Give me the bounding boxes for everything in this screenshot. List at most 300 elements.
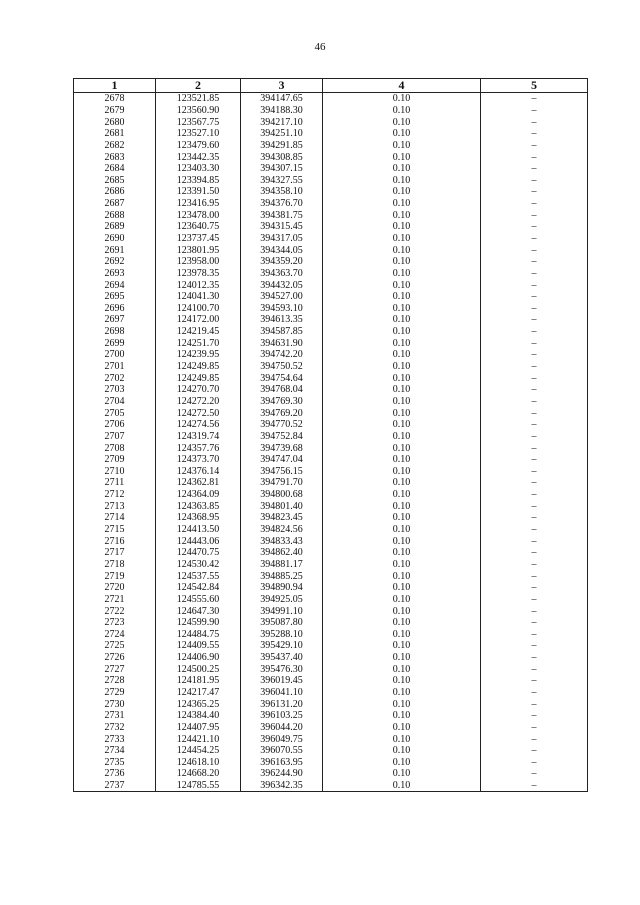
y-coordinate-cell: 394344.05 (241, 244, 323, 256)
y-coordinate-cell: 394587.85 (241, 326, 323, 338)
note-dash-cell: – (481, 221, 588, 233)
x-coordinate-cell: 124618.10 (156, 757, 241, 769)
x-coordinate-cell: 124470.75 (156, 547, 241, 559)
point-number-cell: 2694 (74, 279, 156, 291)
note-dash-cell: – (481, 244, 588, 256)
y-coordinate-cell: 395288.10 (241, 628, 323, 640)
point-number-cell: 2708 (74, 442, 156, 454)
table-row (74, 116, 588, 128)
table-row (74, 349, 588, 361)
note-dash-cell: – (481, 722, 588, 734)
x-coordinate-cell: 124384.40 (156, 710, 241, 722)
point-number-cell: 2717 (74, 547, 156, 559)
y-coordinate-cell: 394147.65 (241, 93, 323, 105)
point-number-cell: 2714 (74, 512, 156, 524)
point-number-cell: 2722 (74, 605, 156, 617)
y-coordinate-cell: 394613.35 (241, 314, 323, 326)
table-row (74, 326, 588, 338)
note-dash-cell: – (481, 361, 588, 373)
x-coordinate-cell: 124272.20 (156, 396, 241, 408)
table-row (74, 268, 588, 280)
y-coordinate-cell: 394752.84 (241, 431, 323, 443)
x-coordinate-cell: 123801.95 (156, 244, 241, 256)
point-number-cell: 2733 (74, 733, 156, 745)
point-number-cell: 2687 (74, 198, 156, 210)
accuracy-value-cell: 0.10 (323, 780, 481, 792)
point-number-cell: 2729 (74, 687, 156, 699)
accuracy-value-cell: 0.10 (323, 116, 481, 128)
point-number-cell: 2715 (74, 524, 156, 536)
table-row (74, 500, 588, 512)
table-row (74, 361, 588, 373)
note-dash-cell: – (481, 326, 588, 338)
table-row (74, 570, 588, 582)
x-coordinate-cell: 124406.90 (156, 652, 241, 664)
x-coordinate-cell: 124274.56 (156, 419, 241, 431)
x-coordinate-cell: 124542.84 (156, 582, 241, 594)
accuracy-value-cell: 0.10 (323, 512, 481, 524)
y-coordinate-cell: 394739.68 (241, 442, 323, 454)
y-coordinate-cell: 394881.17 (241, 559, 323, 571)
x-coordinate-cell: 124363.85 (156, 500, 241, 512)
point-number-cell: 2680 (74, 116, 156, 128)
table-row (74, 174, 588, 186)
note-dash-cell: – (481, 582, 588, 594)
accuracy-value-cell: 0.10 (323, 663, 481, 675)
accuracy-value-cell: 0.10 (323, 268, 481, 280)
point-number-cell: 2726 (74, 652, 156, 664)
table-row (74, 559, 588, 571)
table-row (74, 617, 588, 629)
point-number-cell: 2703 (74, 384, 156, 396)
header-col-5: 5 (481, 79, 588, 93)
y-coordinate-cell: 394768.04 (241, 384, 323, 396)
header-row (74, 79, 588, 93)
y-coordinate-cell: 394376.70 (241, 198, 323, 210)
note-dash-cell: – (481, 372, 588, 384)
y-coordinate-cell: 394770.52 (241, 419, 323, 431)
accuracy-value-cell: 0.10 (323, 105, 481, 117)
accuracy-value-cell: 0.10 (323, 314, 481, 326)
page-number: 46 (314, 41, 326, 53)
point-number-cell: 2688 (74, 209, 156, 221)
note-dash-cell: – (481, 209, 588, 221)
table-row (74, 151, 588, 163)
table-row (74, 535, 588, 547)
accuracy-value-cell: 0.10 (323, 605, 481, 617)
point-number-cell: 2705 (74, 407, 156, 419)
accuracy-value-cell: 0.10 (323, 151, 481, 163)
x-coordinate-cell: 123478.00 (156, 209, 241, 221)
y-coordinate-cell: 394327.55 (241, 174, 323, 186)
table-row (74, 466, 588, 478)
y-coordinate-cell: 396044.20 (241, 722, 323, 734)
point-number-cell: 2699 (74, 337, 156, 349)
note-dash-cell: – (481, 698, 588, 710)
note-dash-cell: – (481, 559, 588, 571)
y-coordinate-cell: 394291.85 (241, 140, 323, 152)
note-dash-cell: – (481, 314, 588, 326)
accuracy-value-cell: 0.10 (323, 500, 481, 512)
table-row (74, 442, 588, 454)
note-dash-cell: – (481, 186, 588, 198)
table-row (74, 733, 588, 745)
y-coordinate-cell: 394359.20 (241, 256, 323, 268)
accuracy-value-cell: 0.10 (323, 442, 481, 454)
note-dash-cell: – (481, 570, 588, 582)
x-coordinate-cell: 124647.30 (156, 605, 241, 617)
point-number-cell: 2734 (74, 745, 156, 757)
x-coordinate-cell: 124421.10 (156, 733, 241, 745)
y-coordinate-cell: 394991.10 (241, 605, 323, 617)
y-coordinate-cell: 394747.04 (241, 454, 323, 466)
accuracy-value-cell: 0.10 (323, 535, 481, 547)
table-row (74, 128, 588, 140)
note-dash-cell: – (481, 233, 588, 245)
point-number-cell: 2701 (74, 361, 156, 373)
header-col-2: 2 (156, 79, 241, 93)
y-coordinate-cell: 395476.30 (241, 663, 323, 675)
x-coordinate-cell: 124012.35 (156, 279, 241, 291)
accuracy-value-cell: 0.10 (323, 186, 481, 198)
note-dash-cell: – (481, 512, 588, 524)
note-dash-cell: – (481, 396, 588, 408)
accuracy-value-cell: 0.10 (323, 163, 481, 175)
table-row (74, 186, 588, 198)
point-number-cell: 2691 (74, 244, 156, 256)
point-number-cell: 2723 (74, 617, 156, 629)
table-row (74, 547, 588, 559)
x-coordinate-cell: 124172.00 (156, 314, 241, 326)
table-row (74, 221, 588, 233)
y-coordinate-cell: 394890.94 (241, 582, 323, 594)
header-col-4: 4 (323, 79, 481, 93)
note-dash-cell: – (481, 198, 588, 210)
note-dash-cell: – (481, 687, 588, 699)
note-dash-cell: – (481, 466, 588, 478)
point-number-cell: 2686 (74, 186, 156, 198)
table-row (74, 105, 588, 117)
y-coordinate-cell: 394754.64 (241, 372, 323, 384)
note-dash-cell: – (481, 640, 588, 652)
accuracy-value-cell: 0.10 (323, 489, 481, 501)
x-coordinate-cell: 124249.85 (156, 361, 241, 373)
table-row (74, 640, 588, 652)
table-row (74, 291, 588, 303)
table-row (74, 279, 588, 291)
table-row (74, 303, 588, 315)
table-row (74, 209, 588, 221)
accuracy-value-cell: 0.10 (323, 768, 481, 780)
point-number-cell: 2681 (74, 128, 156, 140)
accuracy-value-cell: 0.10 (323, 349, 481, 361)
note-dash-cell: – (481, 442, 588, 454)
accuracy-value-cell: 0.10 (323, 93, 481, 105)
note-dash-cell: – (481, 349, 588, 361)
x-coordinate-cell: 124368.95 (156, 512, 241, 524)
point-number-cell: 2728 (74, 675, 156, 687)
header-col-3: 3 (241, 79, 323, 93)
note-dash-cell: – (481, 163, 588, 175)
table-row (74, 256, 588, 268)
accuracy-value-cell: 0.10 (323, 279, 481, 291)
x-coordinate-cell: 123394.85 (156, 174, 241, 186)
note-dash-cell: – (481, 454, 588, 466)
x-coordinate-cell: 124362.81 (156, 477, 241, 489)
accuracy-value-cell: 0.10 (323, 687, 481, 699)
table-row (74, 722, 588, 734)
table-row (74, 594, 588, 606)
accuracy-value-cell: 0.10 (323, 652, 481, 664)
table-row (74, 396, 588, 408)
y-coordinate-cell: 394307.15 (241, 163, 323, 175)
point-number-cell: 2704 (74, 396, 156, 408)
accuracy-value-cell: 0.10 (323, 291, 481, 303)
accuracy-value-cell: 0.10 (323, 256, 481, 268)
x-coordinate-cell: 124357.76 (156, 442, 241, 454)
note-dash-cell: – (481, 291, 588, 303)
x-coordinate-cell: 124181.95 (156, 675, 241, 687)
point-number-cell: 2721 (74, 594, 156, 606)
table-row (74, 582, 588, 594)
table-body (74, 93, 588, 792)
accuracy-value-cell: 0.10 (323, 361, 481, 373)
table-row (74, 337, 588, 349)
y-coordinate-cell: 396103.25 (241, 710, 323, 722)
y-coordinate-cell: 394800.68 (241, 489, 323, 501)
note-dash-cell: – (481, 535, 588, 547)
point-number-cell: 2727 (74, 663, 156, 675)
y-coordinate-cell: 394885.25 (241, 570, 323, 582)
table-row (74, 489, 588, 501)
x-coordinate-cell: 124319.74 (156, 431, 241, 443)
table-row (74, 244, 588, 256)
point-number-cell: 2679 (74, 105, 156, 117)
x-coordinate-cell: 124364.09 (156, 489, 241, 501)
accuracy-value-cell: 0.10 (323, 559, 481, 571)
point-number-cell: 2725 (74, 640, 156, 652)
x-coordinate-cell: 124555.60 (156, 594, 241, 606)
table-row (74, 780, 588, 792)
point-number-cell: 2724 (74, 628, 156, 640)
x-coordinate-cell: 124599.90 (156, 617, 241, 629)
y-coordinate-cell: 394824.56 (241, 524, 323, 536)
y-coordinate-cell: 394769.30 (241, 396, 323, 408)
accuracy-value-cell: 0.10 (323, 640, 481, 652)
note-dash-cell: – (481, 594, 588, 606)
y-coordinate-cell: 396244.90 (241, 768, 323, 780)
accuracy-value-cell: 0.10 (323, 419, 481, 431)
x-coordinate-cell: 123416.95 (156, 198, 241, 210)
point-number-cell: 2690 (74, 233, 156, 245)
accuracy-value-cell: 0.10 (323, 396, 481, 408)
note-dash-cell: – (481, 477, 588, 489)
accuracy-value-cell: 0.10 (323, 244, 481, 256)
note-dash-cell: – (481, 419, 588, 431)
y-coordinate-cell: 396019.45 (241, 675, 323, 687)
accuracy-value-cell: 0.10 (323, 431, 481, 443)
y-coordinate-cell: 396342.35 (241, 780, 323, 792)
y-coordinate-cell: 394188.30 (241, 105, 323, 117)
x-coordinate-cell: 124413.50 (156, 524, 241, 536)
x-coordinate-cell: 123958.00 (156, 256, 241, 268)
y-coordinate-cell: 395087.80 (241, 617, 323, 629)
x-coordinate-cell: 123737.45 (156, 233, 241, 245)
note-dash-cell: – (481, 547, 588, 559)
y-coordinate-cell: 394742.20 (241, 349, 323, 361)
note-dash-cell: – (481, 780, 588, 792)
y-coordinate-cell: 394631.90 (241, 337, 323, 349)
accuracy-value-cell: 0.10 (323, 698, 481, 710)
x-coordinate-cell: 124365.25 (156, 698, 241, 710)
accuracy-value-cell: 0.10 (323, 407, 481, 419)
table-row (74, 384, 588, 396)
y-coordinate-cell: 394823.45 (241, 512, 323, 524)
accuracy-value-cell: 0.10 (323, 337, 481, 349)
accuracy-value-cell: 0.10 (323, 745, 481, 757)
table-row (74, 431, 588, 443)
x-coordinate-cell: 124239.95 (156, 349, 241, 361)
note-dash-cell: – (481, 628, 588, 640)
accuracy-value-cell: 0.10 (323, 617, 481, 629)
table-row (74, 477, 588, 489)
point-number-cell: 2678 (74, 93, 156, 105)
note-dash-cell: – (481, 174, 588, 186)
accuracy-value-cell: 0.10 (323, 570, 481, 582)
note-dash-cell: – (481, 128, 588, 140)
x-coordinate-cell: 123978.35 (156, 268, 241, 280)
table-row (74, 524, 588, 536)
point-number-cell: 2711 (74, 477, 156, 489)
y-coordinate-cell: 395437.40 (241, 652, 323, 664)
accuracy-value-cell: 0.10 (323, 128, 481, 140)
x-coordinate-cell: 123442.35 (156, 151, 241, 163)
y-coordinate-cell: 396041.10 (241, 687, 323, 699)
note-dash-cell: – (481, 768, 588, 780)
point-number-cell: 2719 (74, 570, 156, 582)
accuracy-value-cell: 0.10 (323, 582, 481, 594)
y-coordinate-cell: 396049.75 (241, 733, 323, 745)
accuracy-value-cell: 0.10 (323, 675, 481, 687)
x-coordinate-cell: 123560.90 (156, 105, 241, 117)
table-row (74, 698, 588, 710)
table-row (74, 663, 588, 675)
table-row (74, 745, 588, 757)
x-coordinate-cell: 124785.55 (156, 780, 241, 792)
note-dash-cell: – (481, 140, 588, 152)
y-coordinate-cell: 394251.10 (241, 128, 323, 140)
x-coordinate-cell: 123403.30 (156, 163, 241, 175)
x-coordinate-cell: 123640.75 (156, 221, 241, 233)
x-coordinate-cell: 124373.70 (156, 454, 241, 466)
x-coordinate-cell: 124500.25 (156, 663, 241, 675)
note-dash-cell: – (481, 733, 588, 745)
point-number-cell: 2702 (74, 372, 156, 384)
y-coordinate-cell: 394381.75 (241, 209, 323, 221)
point-number-cell: 2735 (74, 757, 156, 769)
y-coordinate-cell: 394315.45 (241, 221, 323, 233)
x-coordinate-cell: 124668.20 (156, 768, 241, 780)
table-row (74, 710, 588, 722)
point-number-cell: 2730 (74, 698, 156, 710)
point-number-cell: 2707 (74, 431, 156, 443)
accuracy-value-cell: 0.10 (323, 594, 481, 606)
point-number-cell: 2684 (74, 163, 156, 175)
note-dash-cell: – (481, 745, 588, 757)
x-coordinate-cell: 124219.45 (156, 326, 241, 338)
x-coordinate-cell: 124484.75 (156, 628, 241, 640)
x-coordinate-cell: 124409.55 (156, 640, 241, 652)
accuracy-value-cell: 0.10 (323, 140, 481, 152)
accuracy-value-cell: 0.10 (323, 209, 481, 221)
x-coordinate-cell: 123567.75 (156, 116, 241, 128)
x-coordinate-cell: 124272.50 (156, 407, 241, 419)
y-coordinate-cell: 394317.05 (241, 233, 323, 245)
coordinates-table (73, 78, 588, 792)
y-coordinate-cell: 395429.10 (241, 640, 323, 652)
y-coordinate-cell: 394527.00 (241, 291, 323, 303)
point-number-cell: 2698 (74, 326, 156, 338)
x-coordinate-cell: 124270.70 (156, 384, 241, 396)
point-number-cell: 2731 (74, 710, 156, 722)
table-row (74, 628, 588, 640)
table-row (74, 314, 588, 326)
y-coordinate-cell: 394756.15 (241, 466, 323, 478)
point-number-cell: 2685 (74, 174, 156, 186)
table-row (74, 140, 588, 152)
point-number-cell: 2700 (74, 349, 156, 361)
note-dash-cell: – (481, 524, 588, 536)
note-dash-cell: – (481, 500, 588, 512)
table-row (74, 757, 588, 769)
table-row (74, 198, 588, 210)
point-number-cell: 2683 (74, 151, 156, 163)
y-coordinate-cell: 394791.70 (241, 477, 323, 489)
accuracy-value-cell: 0.10 (323, 628, 481, 640)
y-coordinate-cell: 394363.70 (241, 268, 323, 280)
table-row (74, 233, 588, 245)
x-coordinate-cell: 124100.70 (156, 303, 241, 315)
accuracy-value-cell: 0.10 (323, 466, 481, 478)
accuracy-value-cell: 0.10 (323, 710, 481, 722)
table-row (74, 675, 588, 687)
note-dash-cell: – (481, 105, 588, 117)
note-dash-cell: – (481, 268, 588, 280)
accuracy-value-cell: 0.10 (323, 547, 481, 559)
accuracy-value-cell: 0.10 (323, 384, 481, 396)
y-coordinate-cell: 396163.95 (241, 757, 323, 769)
point-number-cell: 2736 (74, 768, 156, 780)
y-coordinate-cell: 394432.05 (241, 279, 323, 291)
point-number-cell: 2696 (74, 303, 156, 315)
note-dash-cell: – (481, 407, 588, 419)
table-row (74, 372, 588, 384)
table-row (74, 93, 588, 105)
y-coordinate-cell: 394358.10 (241, 186, 323, 198)
table-row (74, 768, 588, 780)
point-number-cell: 2716 (74, 535, 156, 547)
note-dash-cell: – (481, 757, 588, 769)
y-coordinate-cell: 394833.43 (241, 535, 323, 547)
point-number-cell: 2718 (74, 559, 156, 571)
point-number-cell: 2697 (74, 314, 156, 326)
point-number-cell: 2689 (74, 221, 156, 233)
x-coordinate-cell: 124443.06 (156, 535, 241, 547)
y-coordinate-cell: 394801.40 (241, 500, 323, 512)
y-coordinate-cell: 394308.85 (241, 151, 323, 163)
point-number-cell: 2692 (74, 256, 156, 268)
point-number-cell: 2732 (74, 722, 156, 734)
